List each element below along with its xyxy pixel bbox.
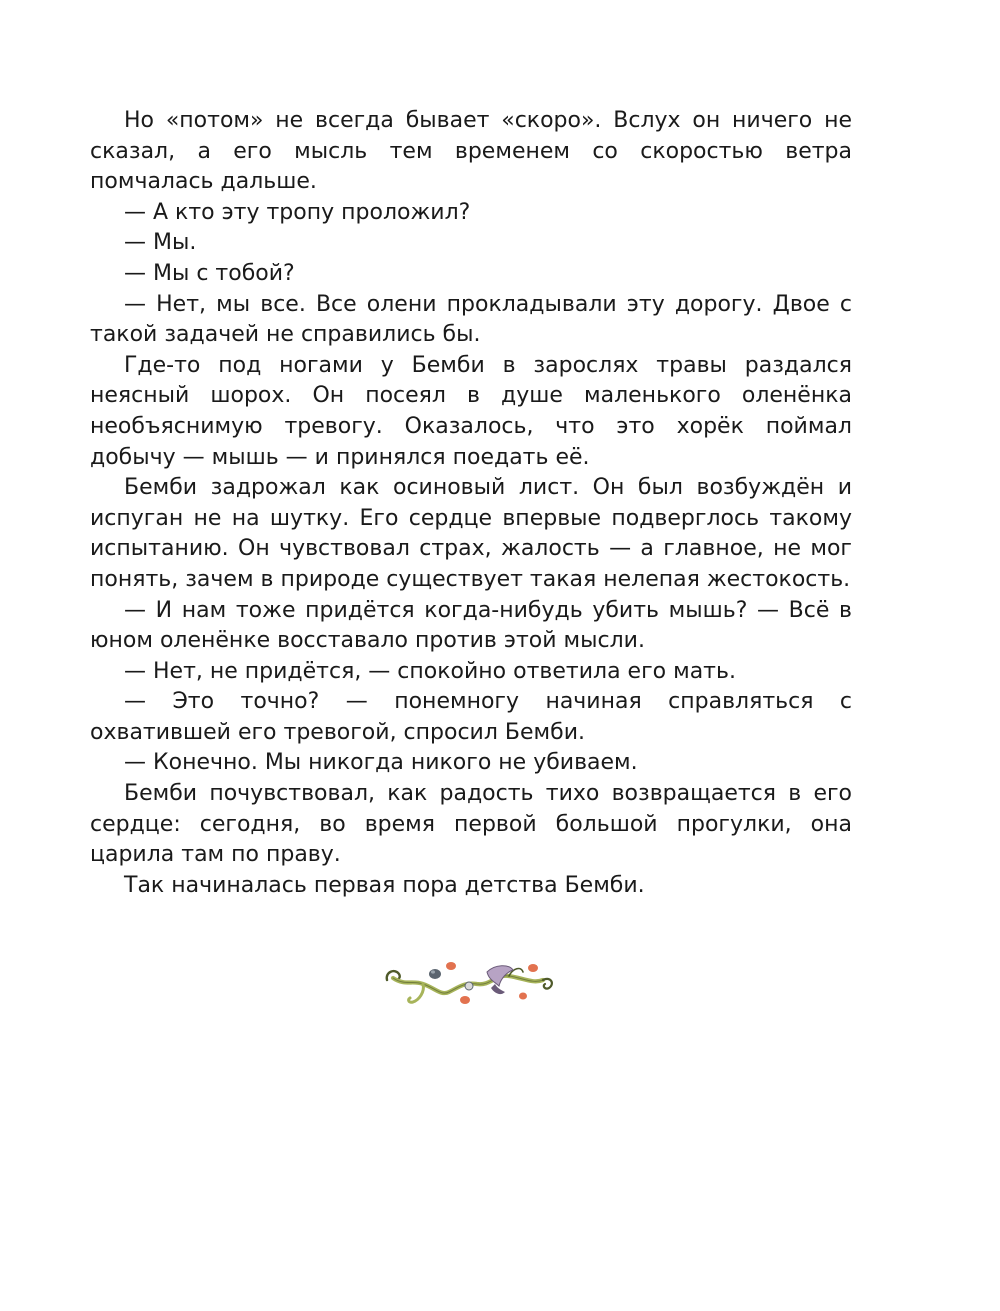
- leaf: [460, 996, 470, 1004]
- dialogue-line: — Нет, мы все. Все олени прокладывали эту дорогу. Двое с такой задачей не справились бы.: [90, 291, 852, 348]
- bud: [429, 969, 441, 979]
- leaf: [446, 962, 456, 970]
- dialogue-line: — Конечно. Мы никогда никого не убиваем.: [124, 750, 638, 776]
- vine-curl-right: [543, 979, 552, 989]
- dialogue-line: — И нам тоже придётся когда-нибудь убить мышь? — Всё в юном оленёнке восставало против этой мысли.: [90, 597, 852, 654]
- dialogue-line: — Мы.: [124, 230, 197, 256]
- paragraph: Где-то под ногами у Бемби в зарослях травы раздался неясный шорох. Он посеял в душе маленького оленёнка необъяснимую тревогу. Оказалось, что это хорёк поймал добычу — мышь — и принялся поедать её.: [90, 352, 852, 470]
- leaf: [519, 993, 527, 1000]
- bud-highlight: [431, 970, 435, 973]
- vine-branch: [409, 984, 424, 1002]
- paragraph: Но «потом» не всегда бывает «скоро». Вслух он ничего не сказал, а его мысль тем временем со скоростью ветра помчалась дальше.: [90, 108, 852, 195]
- paragraph: Бемби почувствовал, как радость тихо возвращается в его сердце: сегодня, во время первой большой прогулки, она царила там по праву.: [90, 781, 852, 868]
- dialogue-line: — Нет, не придётся, — спокойно ответила его мать.: [124, 658, 736, 684]
- dialogue-line: — Это точно? — понемногу начиная справляться с охватившей его тревогой, спросил Бемби.: [90, 689, 852, 745]
- vine-ornament-icon: [383, 960, 559, 1010]
- bulb: [465, 982, 473, 990]
- dialogue-line: — Мы с тобой?: [124, 260, 295, 286]
- story-text: [90, 106, 852, 901]
- paragraph: Бемби задрожал как осиновый лист. Он был возбуждён и испуган не на шутку. Его сердце впервые подверглось такому испытанию. Он чувствовал страх, жалость — а главное, не мог понять, зачем в природе существует такая нелепая жестокость.: [90, 475, 852, 592]
- dialogue-line: — А кто эту тропу проложил?: [124, 199, 471, 225]
- paragraph: Так начиналась первая пора детства Бемби.: [124, 872, 645, 898]
- leaf: [528, 964, 538, 972]
